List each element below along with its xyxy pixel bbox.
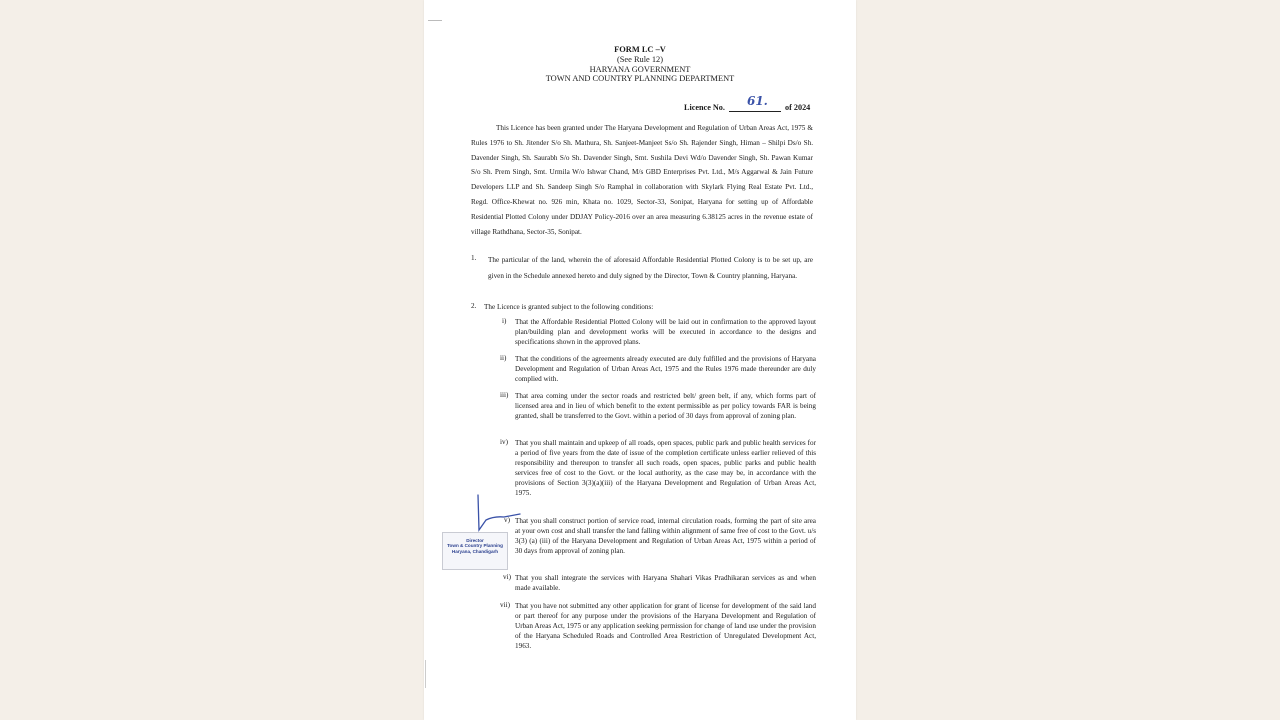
condition-text: That area coming under the sector roads and restricted belt/ green belt, if any, which forms part of licensed area and in lieu of which benefit to the extent permissible as per policy towards FAR is being granted, shall be transferred to the Govt. within a period of 30 days from approval of zoning plan.: [515, 392, 816, 420]
condition-text: That you shall construct portion of service road, internal circulation roads, forming the part of site area at your own cost and shall transfer the land falling within alignment of same free of cost to the Govt. u/s 3(3) (a) (iii) of the Haryana Development and Regulation of Urban Areas Act, 1975 within a period of 30 days from approval of zoning plan.: [515, 517, 816, 555]
condition-text: That you shall integrate the services with Haryana Shahari Vikas Pradhikaran services as and when made available.: [515, 574, 816, 592]
point-number: 1.: [471, 254, 477, 262]
point-text: The particular of the land, wherein the of aforesaid Affordable Residential Plotted Colony is to be set up, are given in the Schedule annexed hereto and duly signed by the Director, Town & Country planning, Haryana.: [488, 256, 813, 280]
licence-number-blank: [729, 94, 781, 112]
condition-number: iii): [500, 391, 509, 399]
point-number: 2.: [471, 302, 477, 310]
signature: [464, 490, 554, 540]
condition-text: That you have not submitted any other application for grant of license for development of the said land or part thereof for any purpose under the provisions of the Haryana Development and Regulation of Urban Areas Act, 1975 or any application seeking permission for change of land use under the provision of the Haryana Scheduled Roads and Controlled Area Restriction of Unregulated Development Act, 1963.: [515, 602, 816, 650]
stamp-line: Town & Country Planning: [447, 543, 503, 549]
government-name: HARYANA GOVERNMENT: [589, 65, 691, 74]
rule-reference: (See Rule 12): [616, 55, 664, 64]
scan-mark: [425, 660, 426, 688]
condition-ii: [498, 354, 816, 384]
condition-iii: [498, 391, 816, 421]
document-page: [424, 0, 856, 720]
point-2: [471, 302, 813, 312]
stamp-line: Director: [466, 538, 484, 543]
licence-number: 61.: [746, 94, 768, 108]
form-title: FORM LC –V: [614, 45, 666, 54]
condition-i: [498, 317, 816, 347]
stamp-line: Haryana, Chandigarh: [451, 548, 499, 554]
condition-number: ii): [500, 354, 507, 362]
licence-suffix: of 2024: [785, 103, 811, 112]
condition-number: vi): [503, 573, 511, 581]
condition-text: That the conditions of the agreements already executed are duly fulfilled and the provisions of Haryana Development and Regulation of Urban Areas Act, 1975 and the Rules 1976 made thereunder are duly complied with.: [515, 355, 816, 383]
licence-prefix: Licence No.: [684, 103, 725, 112]
condition-text: That the Affordable Residential Plotted Colony will be laid out in confirmation to the approved layout plan/building plan and development works will be executed in accordance to the designs and specifications shown in the approved plans.: [515, 318, 816, 346]
condition-number: iv): [500, 438, 508, 446]
condition-number: v): [504, 516, 510, 524]
point-1: [471, 253, 813, 284]
scan-mark: [428, 20, 442, 21]
licence-number-line: [684, 94, 811, 112]
intro-paragraph: This Licence has been granted under The Haryana Development and Regulation of Urban Areas Act, 1975 & Rules 1976 to Sh. Jitender S/o Sh. Mathura, Sh. Sanjeet-Manjeet Ss/o Sh. Rajender Singh, Himan – Shilpi Ds/o Sh. Davender Singh, Sh. Saurabh S/o Sh. Davender Singh, Smt. Sushila Devi Wd/o Davender Singh, Sh. Pawan Kumar S/o Sh. Prem Singh, Smt. Urmila W/o Ishwar Chand, M/s GBD Enterprises Pvt. Ltd., M/s Aggarwal & Jain Future Developers LLP and Sh. Sandeep Singh S/o Ramphal in collaboration with Skylark Flying Real Estate Pvt. Ltd., Regd. Office-Khewat no. 926 min, Khata no. 1029, Sector-33, Sonipat, Haryana for setting up of Affordable Residential Plotted Colony under DDJAY Policy-2016 over an area measuring 6.38125 acres in the revenue estate of village Rathdhana, Sector-35, Sonipat.: [471, 124, 813, 236]
department-name: TOWN AND COUNTRY PLANNING DEPARTMENT: [545, 74, 735, 83]
point-text: The Licence is granted subject to the following conditions:: [484, 303, 654, 311]
condition-number: i): [502, 317, 507, 325]
condition-vi: [498, 573, 816, 593]
condition-iv: [498, 438, 816, 498]
condition-vii: [498, 601, 816, 651]
condition-text: That you shall maintain and upkeep of all roads, open spaces, public park and public health services for a period of five years from the date of issue of the completion certificate unless earlier relieved of this responsibility and thereupon to transfer all such roads, open spaces, public parks and public health services free of cost to the Govt. or the local authority, as the case may be, in accordance with the provisions of Section 3(3)(a)(iii) of the Haryana Development and Regulation of Urban Areas Act, 1975.: [515, 439, 816, 497]
intro-paragraph-block: [471, 121, 813, 239]
condition-number: vii): [500, 601, 510, 609]
